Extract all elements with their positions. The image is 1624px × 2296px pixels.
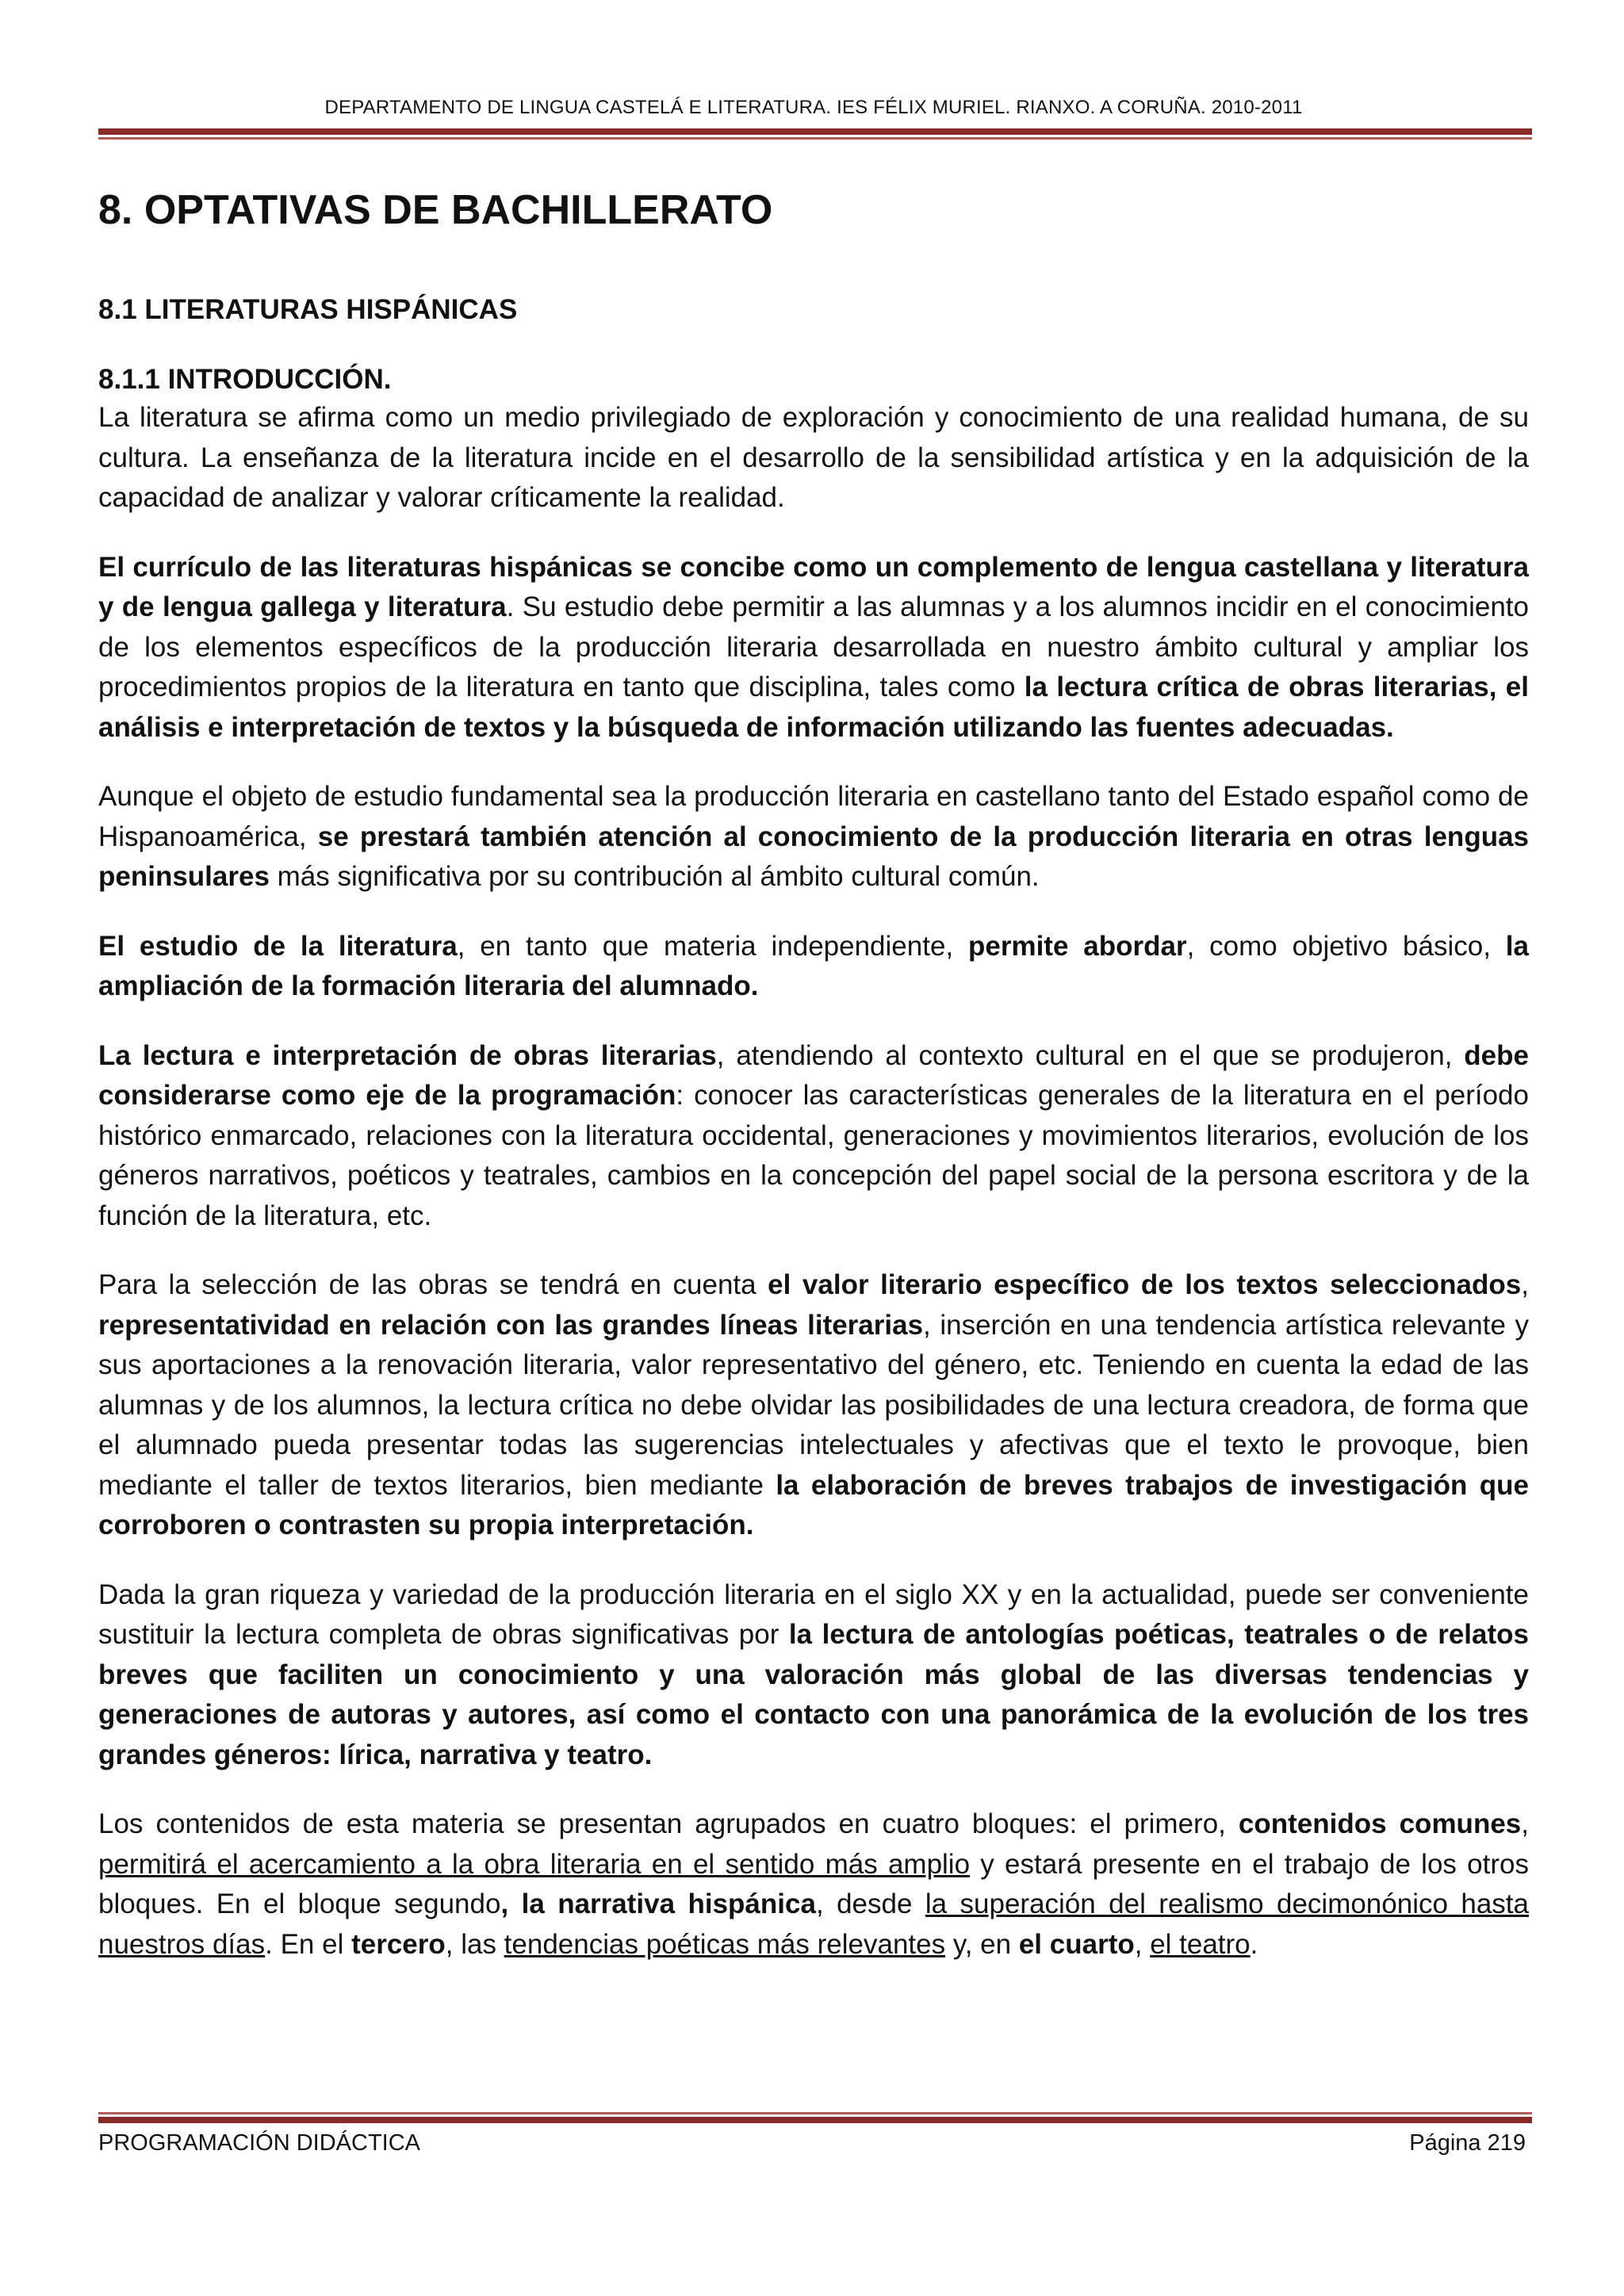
paragraph bbox=[98, 1036, 1529, 1237]
underlined-run: tendencias poéticas más relevantes bbox=[504, 1928, 946, 1960]
bold-run: la lectura de antologías poéticas, teatrales o de relatos breves que faciliten un conocimiento y una valoración más global de las diversas tendencias y generaciones de autoras y autores, así como el contacto con una panorámica de la evolución de los tres grandes géneros: lírica, narrativa y teatro. bbox=[98, 1619, 1529, 1770]
underlined-run: la superación del realismo decimonónico hasta nuestros días bbox=[98, 1888, 1529, 1960]
subsection-heading: 8.1.1 INTRODUCCIÓN. bbox=[98, 364, 392, 395]
bold-run: tercero bbox=[351, 1928, 446, 1960]
paragraph bbox=[98, 1265, 1529, 1546]
text-run: Para la selección de las obras se tendrá en cuenta bbox=[98, 1269, 768, 1300]
paragraphs bbox=[98, 398, 1529, 1965]
bold-run: se prestará también atención al conocimiento de la producción literaria en otras lenguas peninsulares bbox=[98, 821, 1530, 892]
text-run: , atendiendo al contexto cultural en el que se produjeron, bbox=[716, 1039, 1465, 1071]
text-run: . Su estudio debe permitir a las alumnas y a los alumnos incidir en el conocimiento de los elementos específicos de la producción literaria desarrollada en nuestro ámbito cultural y ampliar los procedimientos propios de la literatura en tanto que disciplina, tales como bbox=[98, 591, 1529, 702]
text-run: , en tanto que materia independiente, bbox=[457, 930, 968, 962]
bold-run: El estudio de la literatura bbox=[98, 930, 458, 962]
text-run: más significativa por su contribución al ámbito cultural común. bbox=[269, 861, 1040, 892]
section-heading: 8.1 LITERATURAS HISPÁNICAS bbox=[98, 294, 518, 325]
text-run: y, en bbox=[945, 1928, 1019, 1960]
paragraph bbox=[98, 1804, 1529, 1965]
bold-run: debe considerarse como eje de la programación bbox=[98, 1039, 1529, 1111]
bold-run: La lectura e interpretación de obras literarias bbox=[98, 1039, 717, 1071]
text-run: , inserción en una tendencia artística relevante y sus aportaciones a la renovación literaria, valor representativo del género, etc. Teniendo en cuenta la edad de las alumnas y de los alumnos, la lectura crítica no debe olvidar las posibilidades de una lectura creadora, de forma que el alumnado pueda presentar todas las sugerencias intelectuales y afectivas que el texto le provoque, bien mediante el taller de textos literarios, bien mediante bbox=[98, 1309, 1529, 1501]
text-run: y estará presente en el trabajo de los otros bloques. En el bloque segundo bbox=[98, 1848, 1529, 1919]
bold-run: contenidos comunes bbox=[1238, 1808, 1522, 1839]
running-header: DEPARTAMENTO DE LINGUA CASTELÁ E LITERATURA. IES FÉLIX MURIEL. RIANXO. A CORUÑA. 2010-2011 bbox=[324, 97, 1303, 118]
paragraph bbox=[98, 548, 1529, 748]
paragraph bbox=[98, 927, 1529, 1007]
document-body bbox=[98, 182, 1529, 1994]
bold-run: la ampliación de la formación literaria del alumnado. bbox=[98, 930, 1529, 1001]
bold-run: El currículo de las literaturas hispánicas se concibe como un complemento de lengua castellana y literatura y de lengua gallega y literatura bbox=[98, 551, 1529, 622]
bold-run: la elaboración de breves trabajos de investigación que corroboren o contrasten su propia interpretación. bbox=[98, 1469, 1530, 1540]
paragraph bbox=[98, 398, 1529, 519]
page-number: Página 219 bbox=[1409, 2130, 1526, 2156]
bold-run: representatividad en relación con las grandes líneas literarias bbox=[98, 1309, 924, 1341]
text-run: . bbox=[1250, 1928, 1258, 1960]
bold-run: el valor literario específico de los textos seleccionados bbox=[768, 1269, 1522, 1300]
footer-title: PROGRAMACIÓN DIDÁCTICA bbox=[98, 2130, 421, 2156]
bold-run: permite abordar bbox=[967, 930, 1187, 962]
text-run: : conocer las características generales de la literatura en el período histórico enmarcado, relaciones con la literatura occidental, generaciones y movimientos literarios, evolución de los géneros narrativos, poéticos y teatrales, cambios en la concepción del papel social de la persona escritora y de la función de la literatura, etc. bbox=[98, 1080, 1529, 1231]
text-run: , desde bbox=[815, 1888, 925, 1919]
text-run: Dada la gran riqueza y variedad de la producción literaria en el siglo XX y en la actualidad, puede ser conveniente sustituir la lectura completa de obras significativas por bbox=[98, 1578, 1529, 1650]
text-run: , las bbox=[445, 1928, 504, 1960]
chapter-title: 8. OPTATIVAS DE BACHILLERATO bbox=[98, 187, 773, 233]
footer-rule bbox=[98, 2112, 1532, 2123]
bold-run: , la narrativa hispánica bbox=[500, 1888, 816, 1919]
text-run: , como objetivo básico, bbox=[1186, 930, 1506, 962]
bold-run: la lectura crítica de obras literarias, el análisis e interpretación de textos y la búsqueda de información utilizando las fuentes adecuadas. bbox=[98, 672, 1529, 743]
text-run: , bbox=[1521, 1808, 1529, 1839]
text-run: . En el bbox=[265, 1928, 352, 1960]
text-run: La literatura se afirma como un medio privilegiado de exploración y conocimiento de una realidad humana, de su cultura. La enseñanza de la literatura incide en el desarrollo de la sensibilidad artística y en la adquisición de la capacidad de analizar y valorar críticamente la realidad. bbox=[98, 402, 1529, 513]
text-run: Los contenidos de esta materia se presentan agrupados en cuatro bloques: el primero, bbox=[98, 1808, 1239, 1839]
paragraph bbox=[98, 777, 1529, 897]
header-rule bbox=[98, 128, 1532, 140]
underlined-run: permitirá el acercamiento a la obra literaria en el sentido más amplio bbox=[98, 1848, 971, 1880]
paragraph bbox=[98, 1575, 1529, 1776]
underlined-run: el teatro bbox=[1150, 1928, 1251, 1960]
text-run: Aunque el objeto de estudio fundamental sea la producción literaria en castellano tanto del Estado español como de Hispanoamérica, bbox=[98, 781, 1529, 852]
text-run: , bbox=[1521, 1269, 1529, 1300]
text-run: , bbox=[1134, 1928, 1151, 1960]
bold-run: el cuarto bbox=[1018, 1928, 1135, 1960]
